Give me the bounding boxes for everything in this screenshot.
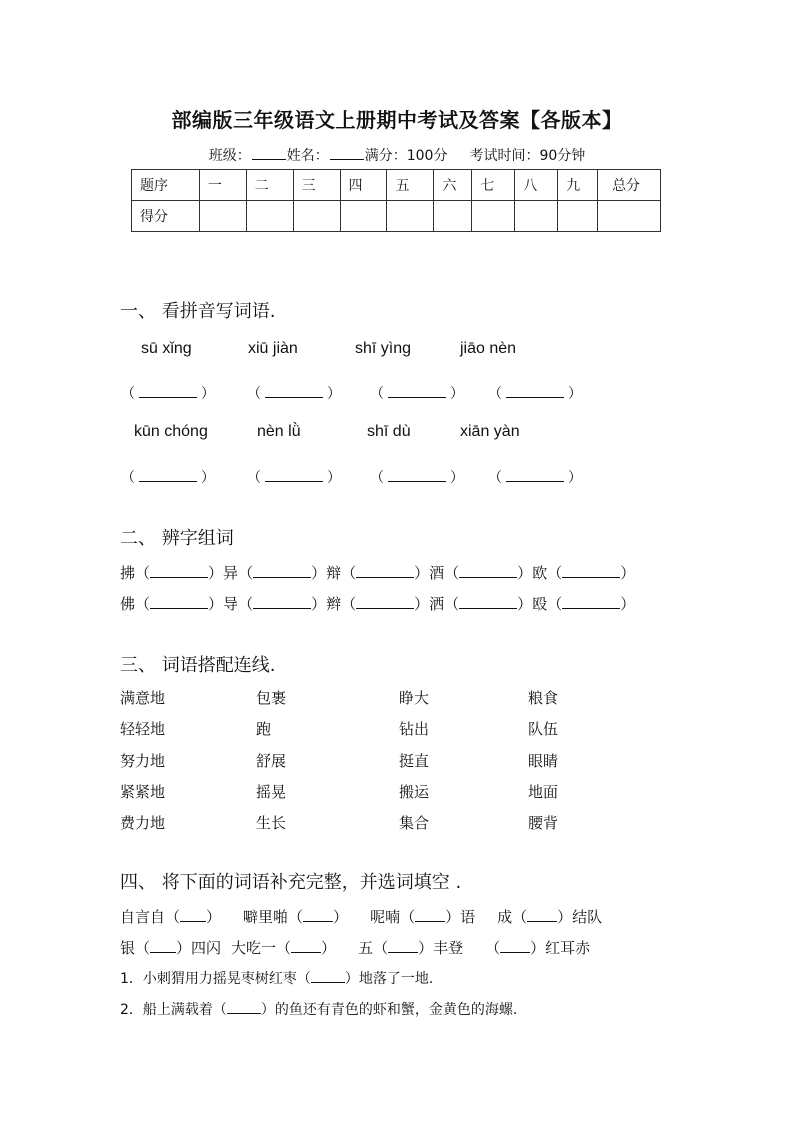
- pinyin: jiāo nèn: [460, 340, 517, 357]
- score-cell[interactable]: [199, 201, 246, 232]
- match-word[interactable]: 挺直: [399, 752, 430, 770]
- answer-blank[interactable]: [180, 910, 206, 922]
- word-group-row: 拂（ ）异（ ）辩（ ）酒（ ）欧（ ）: [120, 564, 636, 582]
- match-word[interactable]: 跑: [256, 720, 272, 738]
- answer-blank[interactable]: [562, 597, 620, 609]
- pinyin: shī dù: [367, 423, 411, 440]
- score-cell[interactable]: [293, 201, 340, 232]
- match-word[interactable]: 粮食: [528, 689, 559, 707]
- match-word[interactable]: 轻轻地: [120, 720, 166, 738]
- match-word[interactable]: 眼睛: [528, 752, 559, 770]
- score-cell[interactable]: [598, 201, 661, 232]
- match-word[interactable]: 生长: [256, 814, 287, 832]
- match-word[interactable]: 腰背: [528, 814, 559, 832]
- score-cell[interactable]: [472, 201, 515, 232]
- answer-blank[interactable]: （ ）: [488, 470, 582, 486]
- answer-blank[interactable]: （ ）: [247, 470, 341, 486]
- pinyin: sū xǐng: [141, 340, 192, 357]
- answer-blank[interactable]: [150, 597, 208, 609]
- idiom-row: 银（ ）四闪 大吃一（ ） 五（ ）丰登 （ ）红耳赤: [120, 939, 591, 957]
- score-header-cell: 题序: [132, 170, 200, 201]
- score-cell[interactable]: [340, 201, 387, 232]
- answer-blank[interactable]: （ ）: [488, 386, 582, 402]
- score-header-cell: 五: [387, 170, 434, 201]
- match-word[interactable]: 地面: [528, 783, 559, 801]
- match-word[interactable]: 费力地: [120, 814, 166, 832]
- score-header-cell: 总分: [598, 170, 661, 201]
- exam-time: 考试时间：90分钟: [469, 148, 586, 164]
- answer-blank[interactable]: [291, 941, 321, 953]
- section1-title: 一、 看拼音写词语.: [120, 301, 276, 322]
- question-2: 2．船上满载着（ ）的鱼还有青色的虾和蟹，金黄色的海螺.: [120, 1002, 518, 1018]
- answer-blank[interactable]: （ ）: [247, 386, 341, 402]
- pinyin: shī yìng: [355, 340, 412, 357]
- score-header-cell: 二: [246, 170, 293, 201]
- exam-info: [0, 145, 794, 165]
- match-word[interactable]: 紧紧地: [120, 783, 166, 801]
- match-word[interactable]: 满意地: [120, 689, 166, 707]
- word-group-row: 佛（ ）导（ ）辫（ ）洒（ ）殴（ ）: [120, 595, 636, 613]
- score-header-cell: 三: [293, 170, 340, 201]
- idiom-row: 自言自（ ） 噼里啪（ ） 呢喃（ ）语 成（ ）结队: [120, 908, 603, 926]
- answer-blank[interactable]: [356, 597, 414, 609]
- match-word[interactable]: 舒展: [256, 752, 287, 770]
- score-header-row: [132, 170, 661, 201]
- score-header-cell: 七: [472, 170, 515, 201]
- class-blank[interactable]: [252, 147, 286, 160]
- answer-blank[interactable]: [311, 971, 345, 983]
- score-row-label: 得分: [132, 201, 200, 232]
- section2-title: 二、 辨字组词: [120, 528, 234, 549]
- answer-blank[interactable]: （ ）: [370, 470, 464, 486]
- answer-blank[interactable]: [459, 597, 517, 609]
- answer-blank[interactable]: [253, 566, 311, 578]
- match-word[interactable]: 包裹: [256, 689, 287, 707]
- answer-blank[interactable]: （ ）: [121, 470, 215, 486]
- match-word[interactable]: 摇晃: [256, 783, 287, 801]
- answer-blank[interactable]: [500, 941, 530, 953]
- answer-blank[interactable]: [388, 941, 418, 953]
- pinyin: nèn lǜ: [257, 423, 301, 440]
- match-word[interactable]: 努力地: [120, 752, 166, 770]
- full-score: 满分：100分: [364, 148, 448, 164]
- score-cell[interactable]: [434, 201, 472, 232]
- score-value-row: [132, 201, 661, 232]
- score-cell[interactable]: [558, 201, 598, 232]
- match-word[interactable]: 队伍: [528, 720, 559, 738]
- score-cell[interactable]: [515, 201, 558, 232]
- answer-blank[interactable]: [459, 566, 517, 578]
- page-title: 部编版三年级语文上册期中考试及答案【各版本】: [171, 108, 623, 132]
- answer-blank[interactable]: [527, 910, 557, 922]
- answer-blank[interactable]: [415, 910, 445, 922]
- match-word[interactable]: 钻出: [399, 720, 430, 738]
- score-cell[interactable]: [387, 201, 434, 232]
- name-label: 姓名：: [286, 148, 329, 164]
- score-cell[interactable]: [246, 201, 293, 232]
- pinyin: xiū jiàn: [248, 340, 298, 357]
- answer-blank[interactable]: [562, 566, 620, 578]
- score-table: [131, 169, 661, 232]
- answer-blank[interactable]: [227, 1002, 261, 1014]
- answer-blank[interactable]: [253, 597, 311, 609]
- section3-title: 三、 词语搭配连线.: [120, 655, 276, 676]
- pinyin: kūn chóng: [134, 423, 208, 440]
- answer-blank[interactable]: [150, 941, 176, 953]
- match-word[interactable]: 集合: [399, 814, 430, 832]
- answer-blank[interactable]: [150, 566, 208, 578]
- name-blank[interactable]: [330, 147, 364, 160]
- question-1: 1．小刺猬用力摇晃枣树红枣（ ）地落了一地.: [120, 971, 434, 987]
- score-header-cell: 九: [558, 170, 598, 201]
- answer-blank[interactable]: [356, 566, 414, 578]
- score-header-cell: 八: [515, 170, 558, 201]
- answer-blank[interactable]: （ ）: [370, 386, 464, 402]
- score-header-cell: 六: [434, 170, 472, 201]
- score-header-cell: 一: [199, 170, 246, 201]
- class-label: 班级：: [208, 148, 251, 164]
- section4-title: 四、 将下面的词语补充完整，并选词填空 .: [120, 872, 462, 893]
- answer-blank[interactable]: [303, 910, 333, 922]
- pinyin: xiān yàn: [460, 423, 520, 440]
- score-header-cell: 四: [340, 170, 387, 201]
- match-word[interactable]: 搬运: [399, 783, 430, 801]
- match-word[interactable]: 睁大: [399, 689, 430, 707]
- answer-blank[interactable]: （ ）: [121, 386, 215, 402]
